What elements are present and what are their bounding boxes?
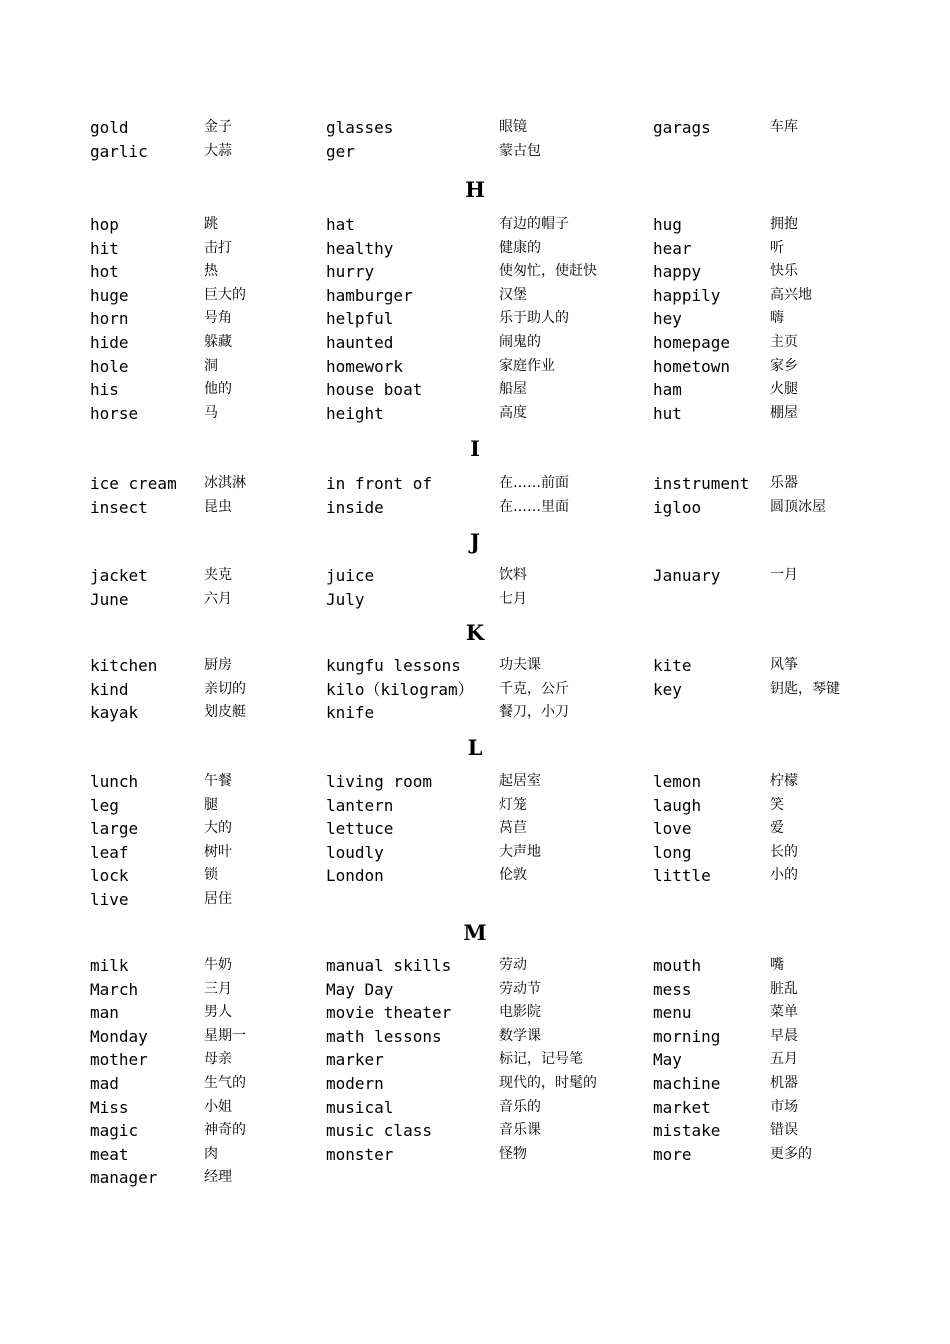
vocab-english-word: haunted — [326, 333, 394, 352]
vocab-chinese-meaning: 大声地 — [499, 844, 541, 860]
section-letter-heading: I — [470, 436, 480, 461]
vocab-chinese-meaning: 快乐 — [770, 263, 798, 279]
vocab-english-word: manager — [90, 1168, 158, 1187]
vocab-english-word: love — [653, 819, 692, 838]
vocab-chinese-meaning: 伦敦 — [499, 867, 527, 883]
vocab-english-word: live — [90, 890, 129, 909]
vocab-chinese-meaning: 乐于助人的 — [499, 310, 569, 326]
vocab-chinese-meaning: 错误 — [770, 1122, 798, 1138]
vocab-chinese-meaning: 餐刀，小刀 — [499, 704, 569, 720]
vocab-english-word: little — [653, 866, 711, 885]
vocab-english-word: ice cream — [90, 474, 177, 493]
vocab-english-word: homework — [326, 357, 404, 376]
vocab-chinese-meaning: 马 — [204, 405, 218, 421]
vocab-english-word: music class — [326, 1121, 432, 1140]
vocab-english-word: happily — [653, 286, 721, 305]
vocab-chinese-meaning: 劳动节 — [499, 981, 541, 997]
vocab-chinese-meaning: 眼镜 — [499, 119, 527, 135]
vocab-english-word: kayak — [90, 703, 139, 722]
vocab-english-word: horn — [90, 309, 129, 328]
vocab-chinese-meaning: 现代的，时髦的 — [499, 1075, 597, 1091]
vocab-english-word: lantern — [326, 796, 394, 815]
vocab-english-word: garags — [653, 118, 711, 137]
vocab-english-word: modern — [326, 1074, 384, 1093]
vocab-english-word: movie theater — [326, 1003, 452, 1022]
vocab-chinese-meaning: 星期一 — [204, 1028, 246, 1044]
vocab-chinese-meaning: 火腿 — [770, 381, 798, 397]
vocab-chinese-meaning: 生气的 — [204, 1075, 246, 1091]
vocab-english-word: monster — [326, 1145, 394, 1164]
vocab-chinese-meaning: 早晨 — [770, 1028, 798, 1044]
vocab-english-word: long — [653, 843, 692, 862]
vocab-chinese-meaning: 划皮艇 — [204, 704, 246, 720]
section-letter-heading: H — [465, 177, 485, 202]
vocab-chinese-meaning: 巨大的 — [204, 287, 246, 303]
vocab-english-word: hear — [653, 239, 692, 258]
vocab-english-word: in front of — [326, 474, 432, 493]
vocab-chinese-meaning: 经理 — [204, 1169, 232, 1185]
vocab-chinese-meaning: 圆顶冰屋 — [770, 499, 826, 515]
vocab-english-word: kilo（kilogram） — [326, 680, 474, 699]
vocab-english-word: ham — [653, 380, 682, 399]
vocab-chinese-meaning: 标记，记号笔 — [499, 1051, 583, 1067]
vocab-english-word: hat — [326, 215, 355, 234]
vocab-english-word: large — [90, 819, 139, 838]
vocab-chinese-meaning: 菜单 — [770, 1004, 798, 1020]
vocab-english-word: horse — [90, 404, 139, 423]
vocab-chinese-meaning: 躲藏 — [204, 334, 232, 350]
vocab-chinese-meaning: 棚屋 — [770, 405, 798, 421]
vocab-english-word: his — [90, 380, 119, 399]
vocab-chinese-meaning: 功夫课 — [499, 657, 541, 673]
vocab-chinese-meaning: 千克，公斤 — [499, 681, 569, 697]
vocab-english-word: hit — [90, 239, 119, 258]
vocab-chinese-meaning: 使匆忙，使赶快 — [499, 263, 597, 279]
vocab-english-word: Monday — [90, 1027, 148, 1046]
vocab-chinese-meaning: 脏乱 — [770, 981, 798, 997]
vocab-chinese-meaning: 嗨 — [770, 310, 784, 326]
vocab-chinese-meaning: 腿 — [204, 797, 218, 813]
vocab-english-word: May Day — [326, 980, 394, 999]
vocab-english-word: homepage — [653, 333, 731, 352]
vocab-chinese-meaning: 他的 — [204, 381, 232, 397]
vocab-chinese-meaning: 更多的 — [770, 1146, 812, 1162]
vocab-chinese-meaning: 汉堡 — [499, 287, 527, 303]
vocab-chinese-meaning: 冰淇淋 — [204, 475, 246, 491]
vocab-chinese-meaning: 劳动 — [499, 957, 527, 973]
vocab-chinese-meaning: 拥抱 — [770, 216, 798, 232]
vocab-english-word: machine — [653, 1074, 721, 1093]
vocab-chinese-meaning: 在……前面 — [499, 475, 569, 491]
vocab-chinese-meaning: 柠檬 — [770, 773, 798, 789]
vocab-english-word: helpful — [326, 309, 394, 328]
vocab-chinese-meaning: 亲切的 — [204, 681, 246, 697]
vocab-english-word: happy — [653, 262, 702, 281]
vocab-chinese-meaning: 高度 — [499, 405, 527, 421]
vocab-chinese-meaning: 跳 — [204, 216, 218, 232]
vocab-chinese-meaning: 钥匙，琴键 — [770, 681, 840, 697]
vocab-chinese-meaning: 一月 — [770, 567, 798, 583]
vocab-chinese-meaning: 树叶 — [204, 844, 232, 860]
vocab-english-word: mother — [90, 1050, 148, 1069]
vocab-chinese-meaning: 六月 — [204, 591, 232, 607]
vocab-english-word: laugh — [653, 796, 702, 815]
vocab-english-word: June — [90, 590, 129, 609]
vocab-english-word: gold — [90, 118, 129, 137]
vocab-chinese-meaning: 在……里面 — [499, 499, 569, 515]
vocab-english-word: menu — [653, 1003, 692, 1022]
vocab-chinese-meaning: 风筝 — [770, 657, 798, 673]
vocab-chinese-meaning: 厨房 — [204, 657, 232, 673]
vocab-chinese-meaning: 家乡 — [770, 358, 798, 374]
vocab-english-word: loudly — [326, 843, 384, 862]
vocab-chinese-meaning: 车库 — [770, 119, 798, 135]
vocab-english-word: hide — [90, 333, 129, 352]
vocab-english-word: ger — [326, 142, 355, 161]
vocab-chinese-meaning: 大蒜 — [204, 143, 232, 159]
vocab-english-word: igloo — [653, 498, 702, 517]
vocab-chinese-meaning: 牛奶 — [204, 957, 232, 973]
vocab-english-word: juice — [326, 566, 375, 585]
vocab-english-word: hot — [90, 262, 119, 281]
vocab-chinese-meaning: 锁 — [204, 867, 218, 883]
vocab-chinese-meaning: 乐器 — [770, 475, 798, 491]
vocab-english-word: lemon — [653, 772, 702, 791]
vocab-chinese-meaning: 市场 — [770, 1099, 798, 1115]
vocab-english-word: huge — [90, 286, 129, 305]
vocab-chinese-meaning: 饮料 — [499, 567, 527, 583]
vocab-english-word: meat — [90, 1145, 129, 1164]
vocab-english-word: lunch — [90, 772, 139, 791]
vocab-english-word: lock — [90, 866, 129, 885]
vocab-english-word: January — [653, 566, 721, 585]
vocab-chinese-meaning: 有边的帽子 — [499, 216, 569, 232]
vocab-chinese-meaning: 五月 — [770, 1051, 798, 1067]
vocab-english-word: mad — [90, 1074, 119, 1093]
vocab-chinese-meaning: 夹克 — [204, 567, 232, 583]
vocab-chinese-meaning: 嘴 — [770, 957, 784, 973]
vocab-chinese-meaning: 怪物 — [499, 1146, 527, 1162]
vocab-chinese-meaning: 爱 — [770, 820, 784, 836]
vocab-english-word: instrument — [653, 474, 750, 493]
vocab-chinese-meaning: 主页 — [770, 334, 798, 350]
vocab-english-word: living room — [326, 772, 432, 791]
vocab-english-word: leg — [90, 796, 119, 815]
vocab-chinese-meaning: 蒙古包 — [499, 143, 541, 159]
section-letter-heading: M — [463, 920, 487, 945]
vocab-english-word: hometown — [653, 357, 731, 376]
vocab-english-word: marker — [326, 1050, 384, 1069]
vocab-chinese-meaning: 船屋 — [499, 381, 527, 397]
vocab-english-word: key — [653, 680, 682, 699]
vocab-chinese-meaning: 电影院 — [499, 1004, 541, 1020]
vocab-english-word: musical — [326, 1098, 394, 1117]
vocab-chinese-meaning: 健康的 — [499, 240, 541, 256]
vocab-chinese-meaning: 号角 — [204, 310, 232, 326]
vocab-chinese-meaning: 午餐 — [204, 773, 232, 789]
vocab-chinese-meaning: 笑 — [770, 797, 784, 813]
vocab-chinese-meaning: 高兴地 — [770, 287, 812, 303]
vocab-english-word: hole — [90, 357, 129, 376]
vocab-english-word: May — [653, 1050, 682, 1069]
vocab-chinese-meaning: 热 — [204, 263, 218, 279]
vocab-chinese-meaning: 闹鬼的 — [499, 334, 541, 350]
vocab-chinese-meaning: 金子 — [204, 119, 232, 135]
vocab-english-word: man — [90, 1003, 119, 1022]
vocab-chinese-meaning: 昆虫 — [204, 499, 232, 515]
vocab-english-word: math lessons — [326, 1027, 442, 1046]
vocab-english-word: mouth — [653, 956, 702, 975]
vocab-chinese-meaning: 击打 — [204, 240, 232, 256]
vocab-english-word: hamburger — [326, 286, 413, 305]
section-letter-heading: L — [467, 735, 483, 760]
vocab-english-word: hurry — [326, 262, 375, 281]
vocab-chinese-meaning: 数学课 — [499, 1028, 541, 1044]
vocab-chinese-meaning: 肉 — [204, 1146, 218, 1162]
vocab-chinese-meaning: 神奇的 — [204, 1122, 246, 1138]
vocab-english-word: inside — [326, 498, 384, 517]
vocab-chinese-meaning: 男人 — [204, 1004, 232, 1020]
vocab-english-word: March — [90, 980, 139, 999]
section-letter-heading: K — [465, 620, 485, 645]
vocab-english-word: knife — [326, 703, 375, 722]
vocab-english-word: height — [326, 404, 384, 423]
section-letter-heading: J — [470, 529, 480, 554]
vocab-english-word: kitchen — [90, 656, 158, 675]
vocab-english-word: hey — [653, 309, 682, 328]
vocab-chinese-meaning: 家庭作业 — [499, 358, 555, 374]
vocab-english-word: leaf — [90, 843, 129, 862]
vocab-english-word: glasses — [326, 118, 394, 137]
vocab-english-word: hut — [653, 404, 682, 423]
vocab-english-word: kite — [653, 656, 692, 675]
vocab-chinese-meaning: 小的 — [770, 867, 798, 883]
vocab-english-word: lettuce — [326, 819, 394, 838]
vocab-chinese-meaning: 音乐的 — [499, 1099, 541, 1115]
vocab-chinese-meaning: 音乐课 — [499, 1122, 541, 1138]
vocab-english-word: London — [326, 866, 384, 885]
vocab-english-word: house boat — [326, 380, 423, 399]
vocab-english-word: insect — [90, 498, 148, 517]
vocab-english-word: healthy — [326, 239, 394, 258]
vocab-english-word: jacket — [90, 566, 148, 585]
vocab-english-word: milk — [90, 956, 129, 975]
vocab-chinese-meaning: 长的 — [770, 844, 798, 860]
vocab-chinese-meaning: 起居室 — [499, 773, 541, 789]
vocab-chinese-meaning: 居住 — [204, 891, 232, 907]
vocab-chinese-meaning: 七月 — [499, 591, 527, 607]
vocab-english-word: magic — [90, 1121, 139, 1140]
vocab-english-word: hug — [653, 215, 682, 234]
vocab-english-word: kungfu lessons — [326, 656, 461, 675]
vocab-chinese-meaning: 三月 — [204, 981, 232, 997]
vocab-english-word: garlic — [90, 142, 148, 161]
vocab-english-word: morning — [653, 1027, 721, 1046]
vocab-english-word: manual skills — [326, 956, 452, 975]
vocab-english-word: hop — [90, 215, 119, 234]
vocab-english-word: more — [653, 1145, 692, 1164]
vocab-chinese-meaning: 母亲 — [204, 1051, 232, 1067]
vocab-chinese-meaning: 莴苣 — [499, 820, 527, 836]
vocab-english-word: mistake — [653, 1121, 721, 1140]
vocab-chinese-meaning: 大的 — [204, 820, 232, 836]
vocab-english-word: kind — [90, 680, 129, 699]
vocab-chinese-meaning: 灯笼 — [499, 797, 527, 813]
vocab-chinese-meaning: 机器 — [770, 1075, 798, 1091]
vocab-chinese-meaning: 洞 — [204, 358, 218, 374]
vocab-english-word: market — [653, 1098, 711, 1117]
vocab-english-word: July — [326, 590, 365, 609]
vocab-chinese-meaning: 小姐 — [204, 1099, 232, 1115]
vocab-english-word: Miss — [90, 1098, 129, 1117]
vocab-english-word: mess — [653, 980, 692, 999]
vocab-chinese-meaning: 听 — [770, 240, 784, 256]
